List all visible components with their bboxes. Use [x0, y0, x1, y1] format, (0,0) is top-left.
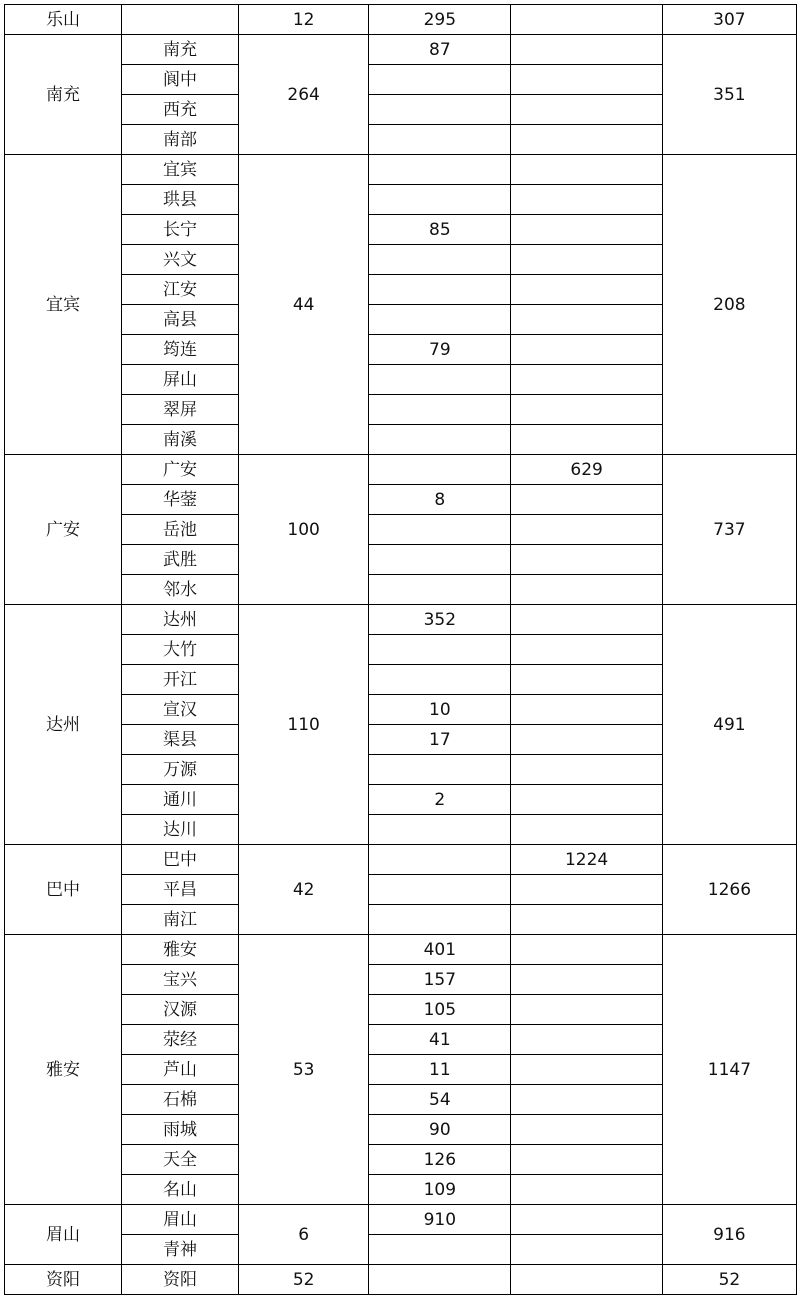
value-col-c	[511, 1115, 662, 1145]
table-row	[5, 845, 797, 875]
value-col-a: 42	[239, 845, 369, 935]
value-col-c	[511, 1055, 662, 1085]
value-col-c	[511, 1265, 662, 1295]
county-cell: 大竹	[122, 635, 239, 665]
value-col-b	[369, 905, 511, 935]
city-cell: 巴中	[5, 845, 122, 935]
value-col-c	[511, 65, 662, 95]
total-cell: 916	[662, 1205, 796, 1265]
county-cell: 西充	[122, 95, 239, 125]
county-cell: 南充	[122, 35, 239, 65]
value-col-c	[511, 5, 662, 35]
value-col-b: 90	[369, 1115, 511, 1145]
value-col-b: 87	[369, 35, 511, 65]
county-cell: 筠连	[122, 335, 239, 365]
value-col-b: 401	[369, 935, 511, 965]
city-cell: 雅安	[5, 935, 122, 1205]
value-col-c	[511, 275, 662, 305]
county-cell: 兴文	[122, 245, 239, 275]
county-cell: 天全	[122, 1145, 239, 1175]
value-col-a: 52	[239, 1265, 369, 1295]
value-col-c	[511, 935, 662, 965]
county-cell: 宝兴	[122, 965, 239, 995]
value-col-b	[369, 815, 511, 845]
table-row	[5, 1205, 797, 1235]
value-col-b	[369, 575, 511, 605]
city-cell: 南充	[5, 35, 122, 155]
county-cell: 万源	[122, 755, 239, 785]
value-col-c	[511, 365, 662, 395]
value-col-c	[511, 1175, 662, 1205]
value-col-a: 53	[239, 935, 369, 1205]
value-col-b: 79	[369, 335, 511, 365]
total-cell: 208	[662, 155, 796, 455]
value-col-c	[511, 245, 662, 275]
value-col-b: 17	[369, 725, 511, 755]
county-cell: 渠县	[122, 725, 239, 755]
value-col-c	[511, 1025, 662, 1055]
county-cell: 邻水	[122, 575, 239, 605]
value-col-b	[369, 1235, 511, 1265]
value-col-c	[511, 35, 662, 65]
total-cell: 307	[662, 5, 796, 35]
city-cell: 广安	[5, 455, 122, 605]
value-col-c	[511, 605, 662, 635]
data-table	[4, 4, 797, 1295]
value-col-c	[511, 1235, 662, 1265]
table-row	[5, 935, 797, 965]
value-col-b: 910	[369, 1205, 511, 1235]
value-col-c	[511, 485, 662, 515]
county-cell	[122, 5, 239, 35]
value-col-c	[511, 635, 662, 665]
table-row	[5, 455, 797, 485]
county-cell: 阆中	[122, 65, 239, 95]
value-col-b: 295	[369, 5, 511, 35]
county-cell: 江安	[122, 275, 239, 305]
county-cell: 宜宾	[122, 155, 239, 185]
value-col-c	[511, 305, 662, 335]
value-col-c	[511, 725, 662, 755]
value-col-c	[511, 575, 662, 605]
county-cell: 南江	[122, 905, 239, 935]
value-col-b: 109	[369, 1175, 511, 1205]
county-cell: 汉源	[122, 995, 239, 1025]
total-cell: 1147	[662, 935, 796, 1205]
value-col-c	[511, 515, 662, 545]
county-cell: 广安	[122, 455, 239, 485]
county-cell: 南溪	[122, 425, 239, 455]
value-col-b: 2	[369, 785, 511, 815]
value-col-c	[511, 755, 662, 785]
value-col-b: 157	[369, 965, 511, 995]
county-cell: 岳池	[122, 515, 239, 545]
city-cell: 资阳	[5, 1265, 122, 1295]
value-col-b	[369, 125, 511, 155]
value-col-c	[511, 965, 662, 995]
value-col-c	[511, 815, 662, 845]
value-col-b	[369, 65, 511, 95]
value-col-b: 41	[369, 1025, 511, 1055]
value-col-c	[511, 1085, 662, 1115]
total-cell: 351	[662, 35, 796, 155]
county-cell: 宣汉	[122, 695, 239, 725]
value-col-c	[511, 1145, 662, 1175]
value-col-b	[369, 545, 511, 575]
value-col-b	[369, 95, 511, 125]
value-col-c	[511, 125, 662, 155]
table-row	[5, 605, 797, 635]
value-col-b	[369, 395, 511, 425]
county-cell: 芦山	[122, 1055, 239, 1085]
county-cell: 长宁	[122, 215, 239, 245]
total-cell: 1266	[662, 845, 796, 935]
value-col-c	[511, 875, 662, 905]
total-cell: 52	[662, 1265, 796, 1295]
value-col-b: 85	[369, 215, 511, 245]
city-cell: 达州	[5, 605, 122, 845]
value-col-b: 105	[369, 995, 511, 1025]
value-col-c	[511, 665, 662, 695]
value-col-b	[369, 275, 511, 305]
value-col-c	[511, 395, 662, 425]
county-cell: 石棉	[122, 1085, 239, 1115]
county-cell: 名山	[122, 1175, 239, 1205]
county-cell: 高县	[122, 305, 239, 335]
table-row	[5, 35, 797, 65]
value-col-c	[511, 905, 662, 935]
value-col-b	[369, 845, 511, 875]
value-col-a: 100	[239, 455, 369, 605]
value-col-a: 6	[239, 1205, 369, 1265]
value-col-b	[369, 665, 511, 695]
value-col-c	[511, 785, 662, 815]
county-cell: 翠屏	[122, 395, 239, 425]
value-col-c	[511, 155, 662, 185]
value-col-c	[511, 335, 662, 365]
county-cell: 巴中	[122, 845, 239, 875]
table-row	[5, 5, 797, 35]
county-cell: 通川	[122, 785, 239, 815]
value-col-c	[511, 185, 662, 215]
table-row	[5, 155, 797, 185]
county-cell: 资阳	[122, 1265, 239, 1295]
value-col-b	[369, 635, 511, 665]
value-col-c	[511, 545, 662, 575]
value-col-b	[369, 1265, 511, 1295]
value-col-a: 12	[239, 5, 369, 35]
value-col-b	[369, 185, 511, 215]
value-col-b: 126	[369, 1145, 511, 1175]
value-col-a: 110	[239, 605, 369, 845]
value-col-c	[511, 95, 662, 125]
county-cell: 雨城	[122, 1115, 239, 1145]
value-col-a: 264	[239, 35, 369, 155]
county-cell: 珙县	[122, 185, 239, 215]
county-cell: 武胜	[122, 545, 239, 575]
value-col-b	[369, 155, 511, 185]
value-col-c: 1224	[511, 845, 662, 875]
value-col-b	[369, 365, 511, 395]
total-cell: 737	[662, 455, 796, 605]
value-col-b: 8	[369, 485, 511, 515]
county-cell: 眉山	[122, 1205, 239, 1235]
city-cell: 乐山	[5, 5, 122, 35]
table-row	[5, 1265, 797, 1295]
value-col-b: 54	[369, 1085, 511, 1115]
county-cell: 南部	[122, 125, 239, 155]
total-cell: 491	[662, 605, 796, 845]
county-cell: 华蓥	[122, 485, 239, 515]
value-col-b	[369, 515, 511, 545]
value-col-b	[369, 455, 511, 485]
value-col-c	[511, 425, 662, 455]
county-cell: 雅安	[122, 935, 239, 965]
city-cell: 宜宾	[5, 155, 122, 455]
value-col-a: 44	[239, 155, 369, 455]
value-col-b	[369, 755, 511, 785]
value-col-b	[369, 245, 511, 275]
value-col-c	[511, 995, 662, 1025]
value-col-c: 629	[511, 455, 662, 485]
county-cell: 青神	[122, 1235, 239, 1265]
county-cell: 平昌	[122, 875, 239, 905]
value-col-c	[511, 215, 662, 245]
value-col-b	[369, 875, 511, 905]
value-col-c	[511, 695, 662, 725]
county-cell: 屏山	[122, 365, 239, 395]
value-col-b: 352	[369, 605, 511, 635]
county-cell: 达州	[122, 605, 239, 635]
county-cell: 荥经	[122, 1025, 239, 1055]
city-cell: 眉山	[5, 1205, 122, 1265]
county-cell: 达川	[122, 815, 239, 845]
value-col-b	[369, 425, 511, 455]
value-col-b	[369, 305, 511, 335]
county-cell: 开江	[122, 665, 239, 695]
value-col-b: 10	[369, 695, 511, 725]
value-col-c	[511, 1205, 662, 1235]
value-col-b: 11	[369, 1055, 511, 1085]
